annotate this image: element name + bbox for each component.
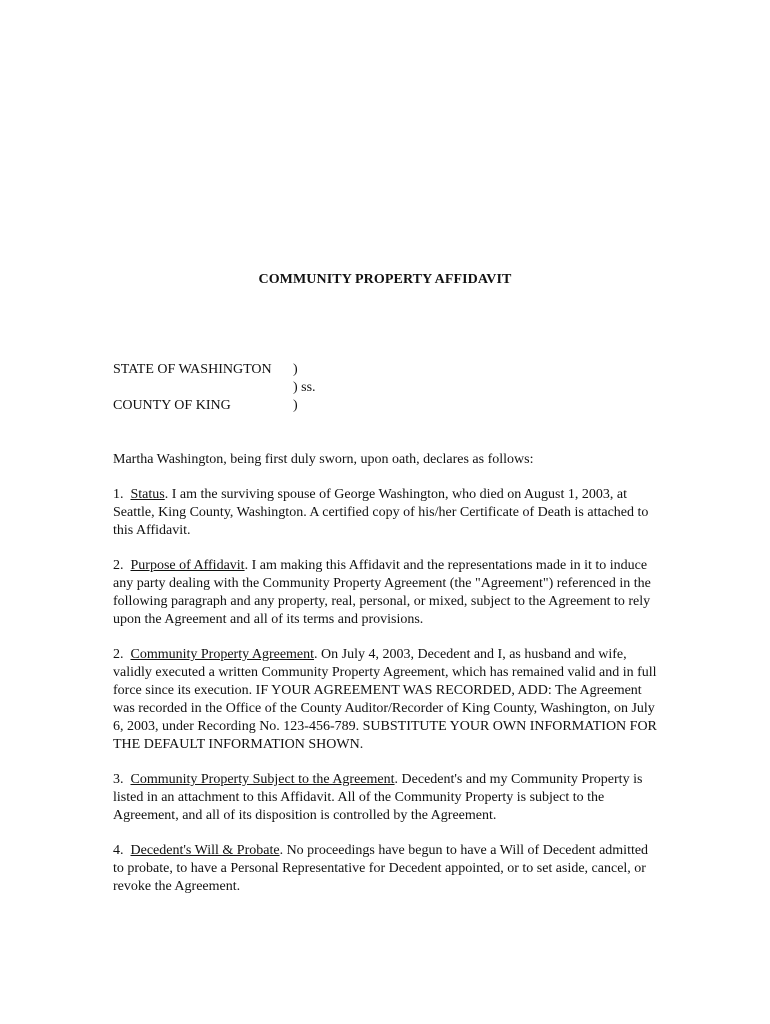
venue-block xyxy=(113,361,316,415)
paragraph-heading: Status xyxy=(130,487,165,502)
venue-state-row xyxy=(113,361,298,379)
paragraph-purpose xyxy=(113,557,661,629)
paragraph-community-property xyxy=(113,771,661,825)
paragraph-will-probate xyxy=(113,842,661,896)
paragraph-number: 1. xyxy=(113,487,124,502)
paragraph-text: . No proceedings have begun to have a Will of Decedent admitted to probate, to have a Personal Representative for Decedent appointed, or to set aside, cancel, or revoke the Agreement. xyxy=(113,843,649,894)
venue-county-label: COUNTY OF KING xyxy=(113,398,231,413)
paragraph-text: . On July 4, 2003, Decedent and I, as husband and wife, validly executed a written Community Property Agreement, which has remained valid and in full force since its execution. IF YOUR AGREEMENT WAS RECORDED, ADD: The Agreement was recorded in the Office of the County Auditor/Recorder of King County, Washington, on July 6, 2003, under Recording No. 123-456-789. SUBSTITUTE YOUR OWN INFORMATION FOR THE DEFAULT INFORMATION SHOWN. xyxy=(113,647,657,752)
paragraph-number: 2. xyxy=(113,558,124,573)
venue-ss: ) ss. xyxy=(293,380,316,395)
document-title: COMMUNITY PROPERTY AFFIDAVIT xyxy=(258,272,512,287)
intro-paragraph: Martha Washington, being first duly sworn, upon oath, declares as follows: xyxy=(113,452,534,467)
venue-paren: ) xyxy=(293,362,298,377)
venue-state-label: STATE OF WASHINGTON xyxy=(113,362,272,377)
paragraph-number: 2. xyxy=(113,647,124,662)
paragraph-heading: Community Property Agreement xyxy=(130,647,315,662)
paragraph-heading: Community Property Subject to the Agreement xyxy=(130,772,395,787)
paragraph-number: 4. xyxy=(113,843,124,858)
paragraph-status xyxy=(113,486,661,540)
paragraph-number: 3. xyxy=(113,772,124,787)
venue-paren: ) xyxy=(293,398,298,413)
paragraph-text: . I am making this Affidavit and the representations made in it to induce any party dealing with the Community Property Agreement (the "Agreement") referenced in the following paragraph and any property, real, personal, or mixed, subject to the Agreement to rely upon the Agreement and all of its terms and provisions. xyxy=(113,558,651,627)
paragraph-agreement xyxy=(113,646,661,754)
affidavit-body xyxy=(113,451,661,913)
paragraph-heading: Purpose of Affidavit xyxy=(130,558,245,573)
venue-ss-row xyxy=(113,379,316,397)
paragraph-text: . I am the surviving spouse of George Washington, who died on August 1, 2003, at Seattle, King County, Washington. A certified copy of his/her Certificate of Death is attached to this Affidavit. xyxy=(113,487,649,538)
venue-county-row xyxy=(113,397,298,415)
paragraph-heading: Decedent's Will & Probate xyxy=(130,843,280,858)
paragraph-text: . Decedent's and my Community Property is listed in an attachment to this Affidavit. All of the Community Property is subject to the Agreement, and all of its disposition is controlled by the Agreement. xyxy=(113,772,643,823)
